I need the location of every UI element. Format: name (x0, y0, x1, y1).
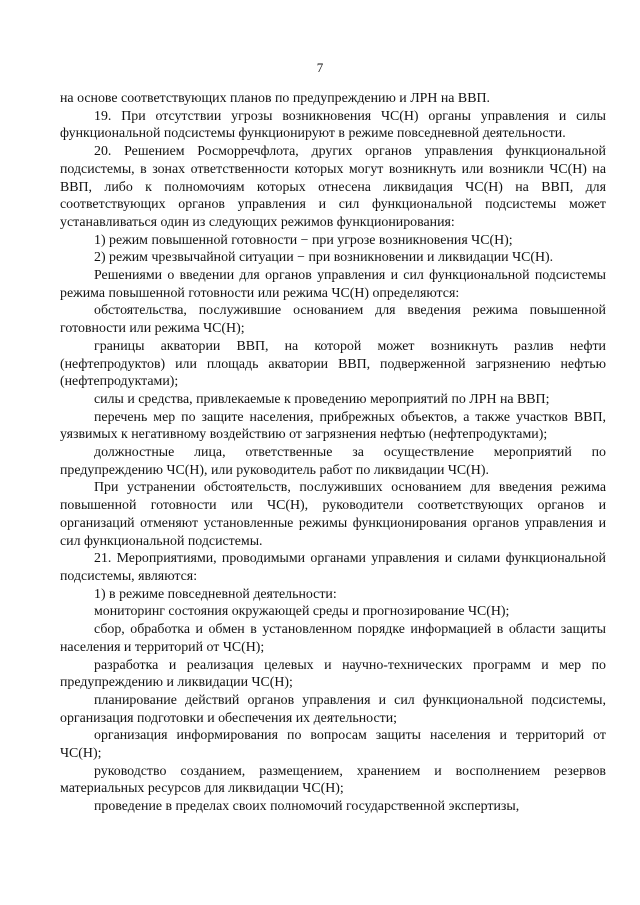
paragraph: планирование действий органов управления и сил функциональной подсистемы, организация подготовки и обеспечения их деятельности; (60, 692, 606, 726)
page-number: 7 (316, 60, 324, 75)
paragraph: 2) режим чрезвычайной ситуации − при возникновении и ликвидации ЧС(Н). (94, 250, 554, 266)
paragraph: обстоятельства, послужившие основанием для введения режима повышенной готовности или режима ЧС(Н); (60, 303, 606, 337)
paragraph: разработка и реализация целевых и научно-технических программ и мер по предупреждению и ликвидации ЧС(Н); (60, 657, 606, 691)
document-body (60, 90, 606, 816)
paragraph: 20. Решением Росморречфлота, других органов управления функциональной подсистемы, в зонах ответственности которых могут возникнуть или возникли ЧС(Н) на ВВП, либо к полномочиям которых отнесена ликвидация ЧС(Н) на ВВП, для соответствующих органов управления и сил функциональной подсистемы может устанавливаться один из следующих режимов функционирования: (60, 144, 606, 230)
paragraph: мониторинг состояния окружающей среды и прогнозирование ЧС(Н); (94, 604, 510, 620)
paragraph: руководство созданием, размещением, хранением и восполнением резервов материальных ресурсов для ликвидации ЧС(Н); (60, 763, 606, 797)
paragraph: на основе соответствующих планов по предупреждению и ЛРН на ВВП. (60, 91, 490, 106)
paragraph: Решениями о введении для органов управления и сил функциональной подсистемы режима повышенной готовности или режима ЧС(Н) определяются: (60, 268, 606, 301)
paragraph: проведение в пределах своих полномочий государственной экспертизы, (94, 799, 520, 815)
paragraph: границы акватории ВВП, на которой может возникнуть разлив нефти (нефтепродуктов) или площадь акватории ВВП, подверженной загрязнению нефтью (нефтепродуктами); (60, 338, 606, 390)
paragraph: 19. При отсутствии угрозы возникновения ЧС(Н) органы управления и силы функциональной подсистемы функционируют в режиме повседневной деятельности. (60, 108, 606, 142)
paragraph: силы и средства, привлекаемые к проведению мероприятий по ЛРН на ВВП; (94, 391, 550, 407)
paragraph: должностные лица, ответственные за осуществление мероприятий по предупреждению ЧС(Н), или руководитель работ по ликвидации ЧС(Н). (60, 445, 606, 478)
paragraph: При устранении обстоятельств, послуживших основанием для введения режима повышенной готовности или ЧС(Н), руководители соответствующих органов и организаций отменяют установленные режимы функционирования органов управления и сил функциональной подсистемы. (60, 480, 606, 549)
paragraph: перечень мер по защите населения, прибрежных объектов, а также участков ВВП, уязвимых к негативному воздействию от загрязнения нефтью (нефтепродуктами); (60, 409, 606, 443)
paragraph: 1) в режиме повседневной деятельности: (94, 586, 337, 602)
paragraph: организация информирования по вопросам защиты населения и территорий от ЧС(Н); (60, 728, 606, 762)
paragraph: 1) режим повышенной готовности − при угрозе возникновения ЧС(Н); (94, 232, 513, 248)
paragraph: 21. Мероприятиями, проводимыми органами управления и силами функциональной подсистемы, являются: (60, 551, 606, 584)
paragraph: сбор, обработка и обмен в установленном порядке информацией в области защиты населения и территорий от ЧС(Н); (60, 622, 606, 655)
